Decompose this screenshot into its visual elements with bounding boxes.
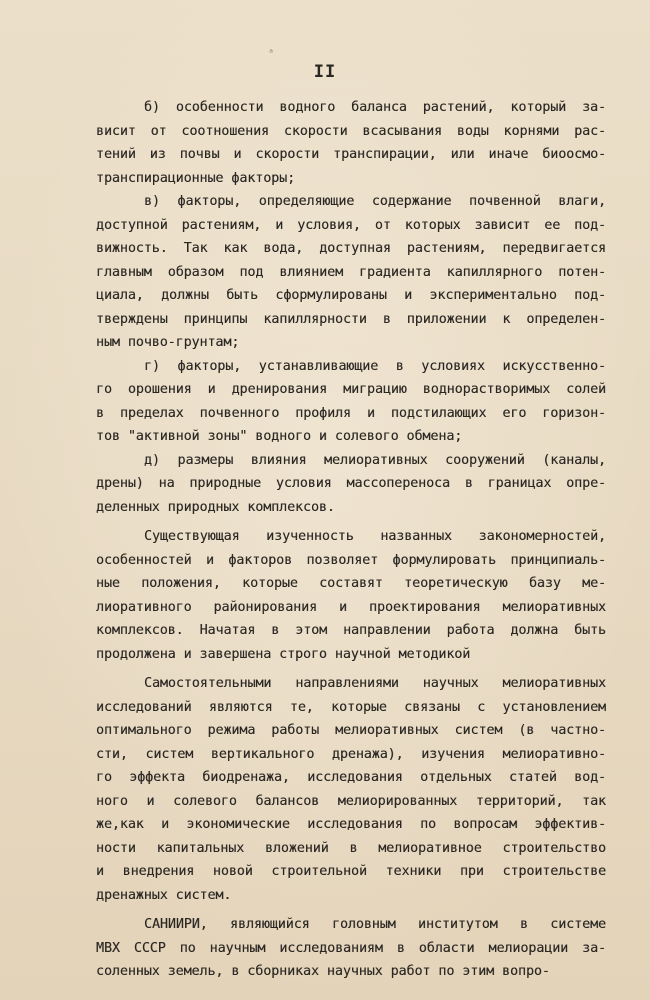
- text-line: в) факторы, определяющие содержание почвенной влаги,: [144, 194, 606, 209]
- text-line: г) факторы, устанавливающие в условиях искусственно-: [144, 358, 606, 374]
- text-line: деленных природных комплексов.: [96, 499, 335, 515]
- text-line: дрены) на природные условия массопереноса в границах опре-: [96, 476, 606, 491]
- text-line: тений из почвы и скорости транспирации, или иначе биоосмо-: [96, 147, 606, 162]
- text-line: САНИИРИ, являющийся головным институтом в системе: [144, 917, 606, 932]
- text-line: ные положения, которые составят теоретическую базу ме-: [96, 576, 606, 591]
- page-number: II: [313, 62, 337, 82]
- text-line: б) особенности водного баланса растений, который за-: [144, 100, 606, 115]
- text-line: дренажных систем.: [96, 887, 232, 903]
- text-line: Существующая изученность названных закономерностей,: [144, 529, 606, 544]
- pencil-mark: ᵃ: [268, 48, 275, 59]
- text-line: МВХ СССР по научным исследованиям в области мелиорации за-: [96, 940, 606, 956]
- paragraph: [96, 449, 606, 520]
- text-line: лиоративного районирования и проектирования мелиоративных: [96, 599, 606, 615]
- paragraph: [96, 355, 606, 449]
- text-line: ности капитальных вложений в мелиоративное строительство: [96, 840, 606, 856]
- text-line: главным образом под влиянием градиента капиллярного потен-: [96, 264, 606, 280]
- text-line: исследований являются те, которые связаны с установлением: [96, 699, 606, 715]
- paragraph: [96, 96, 606, 190]
- paragraph: [96, 190, 606, 355]
- text-line: оптимального режима работы мелиоративных систем (в частно-: [96, 723, 606, 738]
- paragraph: [96, 525, 606, 666]
- text-line: го эффекта биодренажа, исследования отдельных статей вод-: [96, 770, 606, 785]
- text-line: продолжена и завершена строго научной методикой: [96, 646, 471, 662]
- text-line: ным почво-грунтам;: [96, 335, 240, 350]
- text-line: вижность. Так как вода, доступная растениям, передвигается: [96, 241, 606, 256]
- text-line: комплексов. Начатая в этом направлении работа должна быть: [96, 623, 606, 638]
- paragraph: [96, 913, 606, 984]
- text-line: тов "активной зоны" водного и солевого обмена;: [96, 429, 463, 444]
- text-line: циала, должны быть сформулированы и экспериментально под-: [96, 288, 606, 303]
- text-line: особенностей и факторов позволяет формулировать принципиаль-: [96, 552, 606, 568]
- text-line: Самостоятельными направлениями научных мелиоративных: [144, 676, 606, 691]
- text-line: д) размеры влияния мелиоративных сооружений (каналы,: [144, 452, 606, 468]
- text-line: го орошения и дренирования миграцию воднорастворимых солей: [96, 382, 606, 397]
- text-line: же,как и экономические исследования по вопросам эффектив-: [96, 817, 606, 832]
- paragraph: [96, 672, 606, 907]
- text-line: соленных земель, в сборниках научных работ по этим вопро-: [96, 964, 550, 979]
- text-line: сти, систем вертикального дренажа), изучения мелиоративно-: [96, 746, 606, 762]
- text-line: и внедрения новой строительной техники при строительстве: [96, 864, 606, 879]
- text-line: висит от соотношения скорости всасывания воды корнями рас-: [96, 123, 606, 139]
- document-body: [96, 96, 606, 984]
- text-line: тверждены принципы капиллярности в приложении к определен-: [96, 311, 606, 327]
- text-line: ного и солевого балансов мелиорированных территорий, так: [96, 793, 606, 809]
- text-line: транспирационные факторы;: [96, 170, 296, 186]
- text-line: доступной растениям, и условия, от которых зависит ее под-: [96, 217, 606, 233]
- text-line: в пределах почвенного профиля и подстилающих его горизон-: [96, 405, 606, 421]
